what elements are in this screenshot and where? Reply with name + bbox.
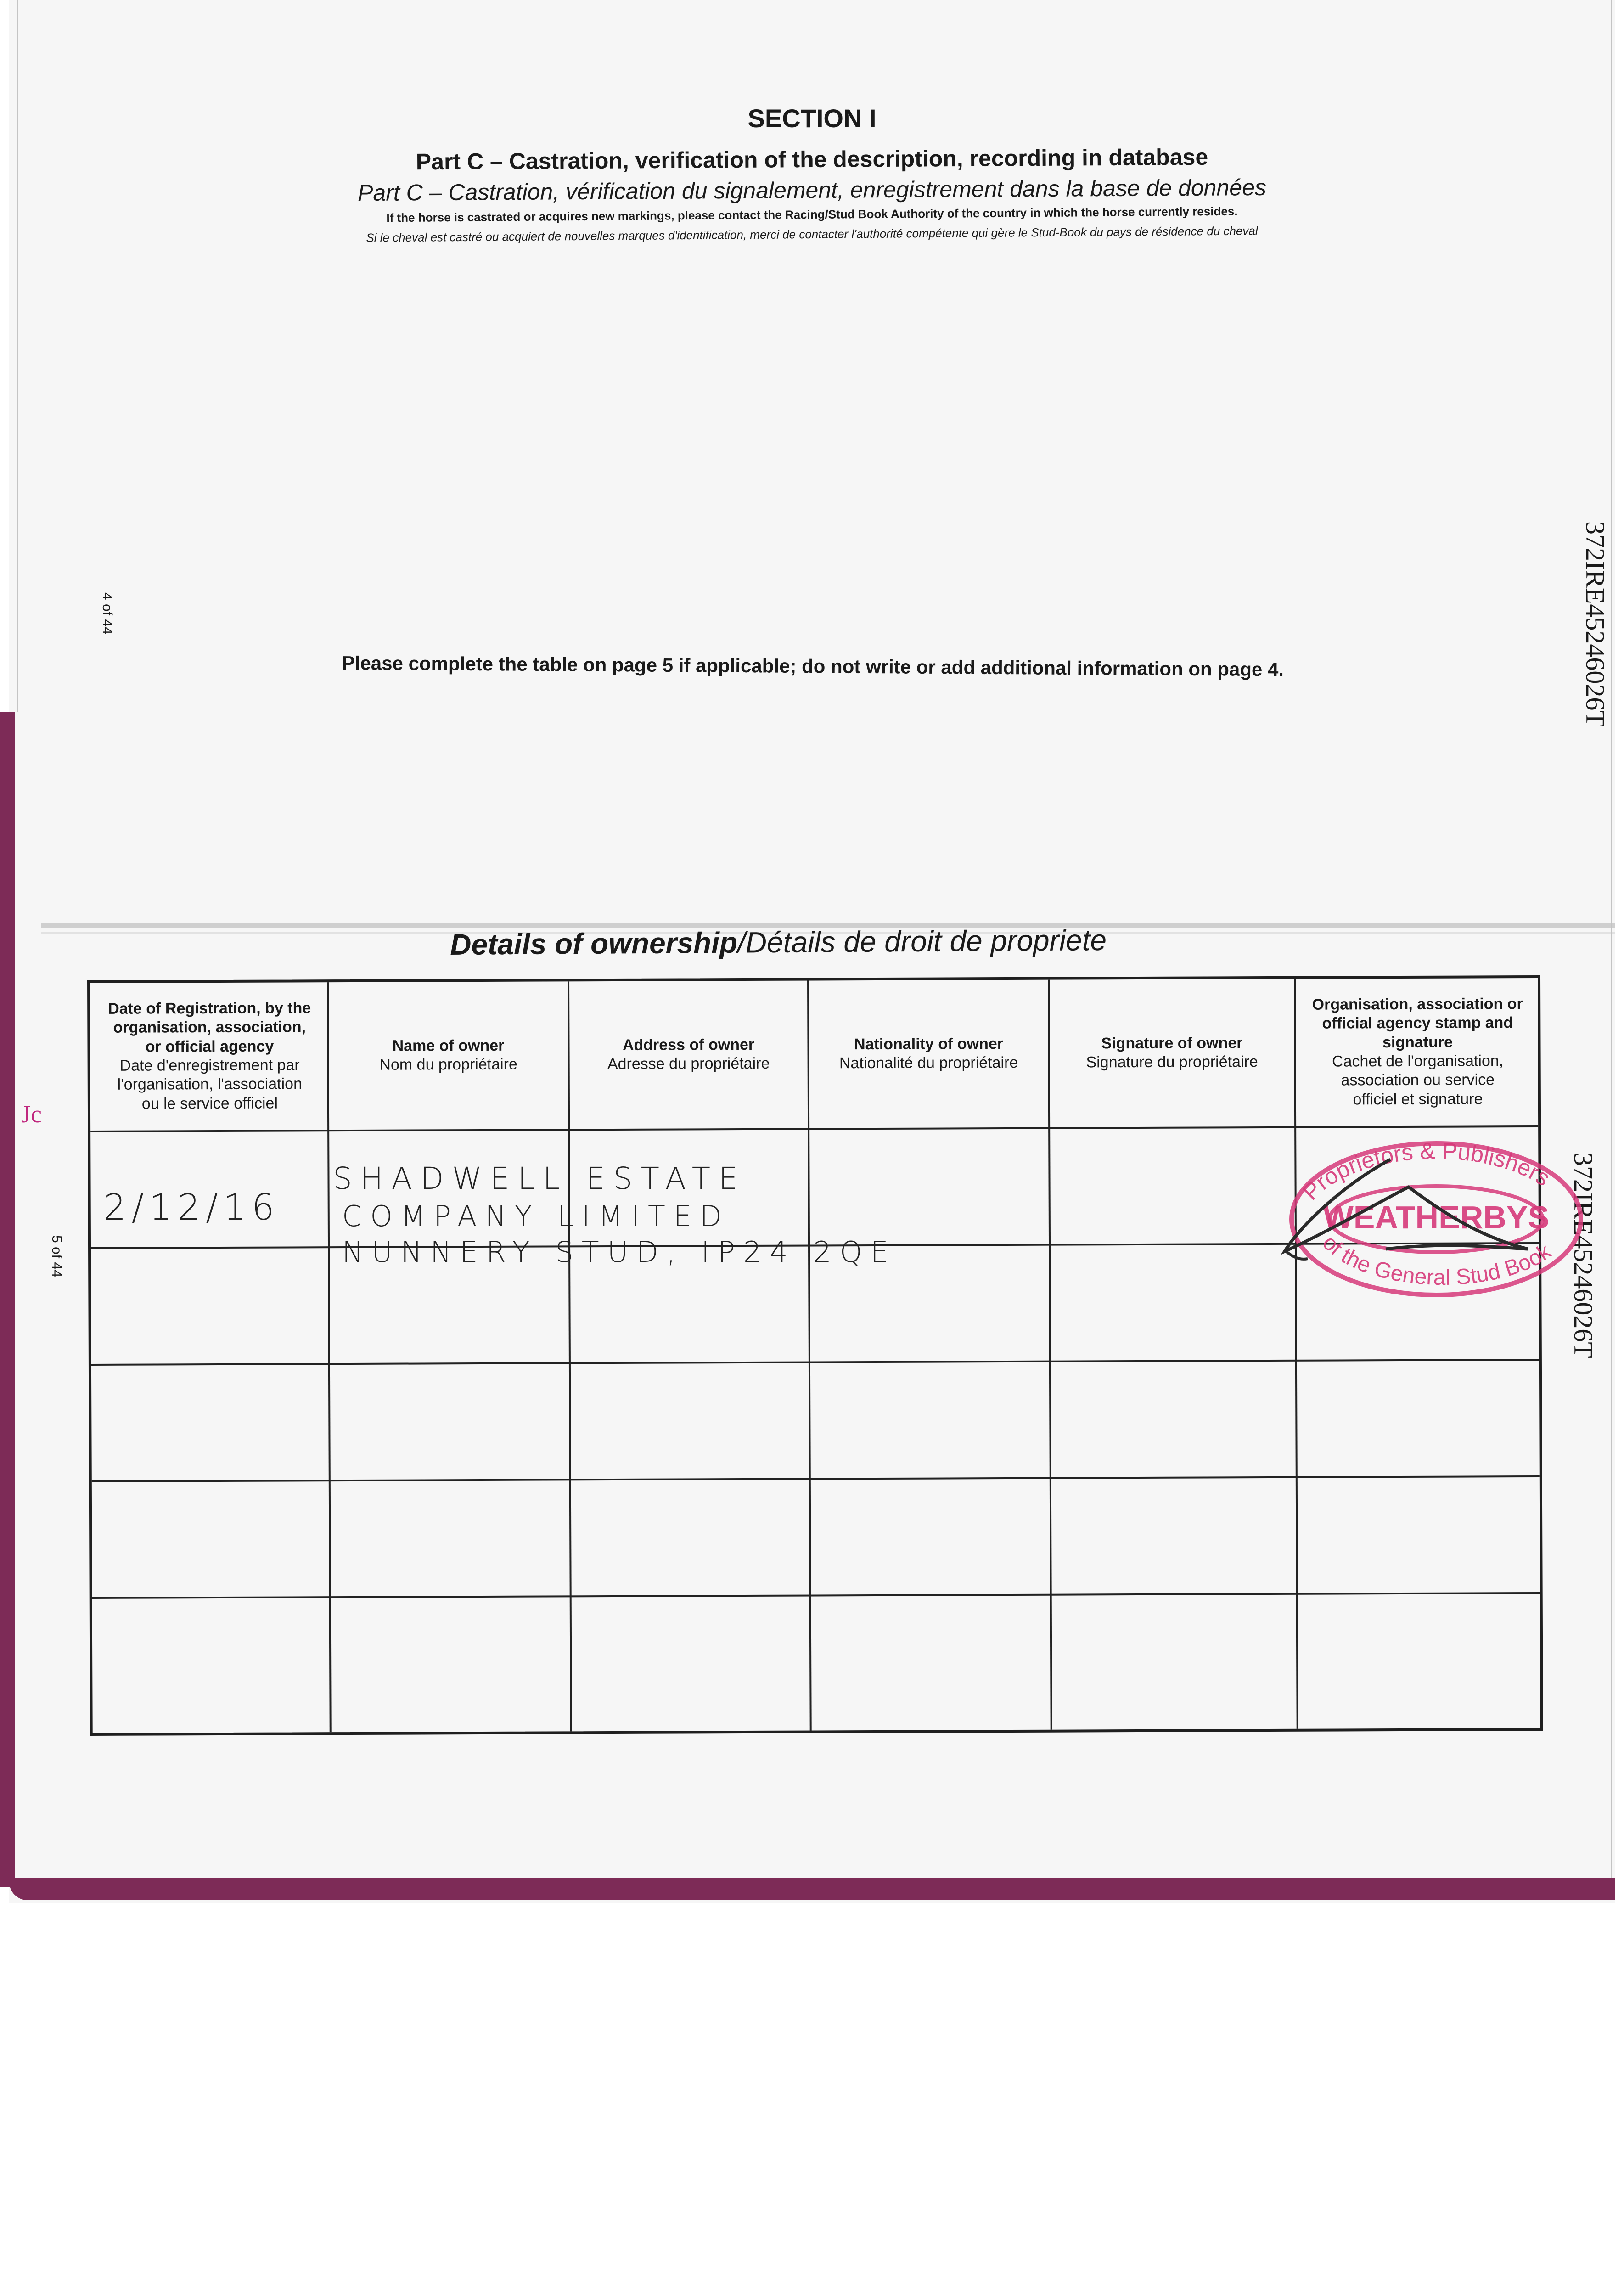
weatherbys-stamp (1271, 1132, 1592, 1302)
header-label-fr: Cachet de l'organisation, (1332, 1052, 1504, 1070)
header-label-fr: Date d'enregistrement par (119, 1056, 300, 1075)
castration-note-fr: Si le cheval est castré ou acquiert de nouvelles marques d'identification, merci de contacter l'authorité compétente qui gère le Stud-Book du pays de résidence du cheval (366, 224, 1258, 245)
header-agency-stamp (1296, 983, 1540, 1121)
header-label-fr: Nom du propriétaire (379, 1055, 517, 1074)
part-title-en: Part C – Castration, verification of the description, recording in database (416, 144, 1208, 175)
part-title-fr: Part C – Castration, vérification du signalement, enregistrement dans la base de données (357, 174, 1267, 206)
header-signature-owner (1050, 984, 1294, 1122)
header-label-fr: association ou service (1341, 1071, 1495, 1089)
complete-table-note: Please complete the table on page 5 if applicable; do not write or add additional information on page 4. (342, 652, 1284, 681)
page-number: 5 of 44 (49, 1235, 64, 1277)
ownership-title-fr: Détails de droit de propriete (745, 923, 1107, 959)
header-label-fr: l'organisation, l'association (117, 1075, 303, 1094)
row-divider (92, 1475, 1540, 1482)
header-label-fr: Signature du propriétaire (1086, 1053, 1258, 1071)
handwritten-owner-line: COMPANY LIMITED (342, 1199, 730, 1233)
header-label-en: Name of owner (392, 1036, 505, 1055)
page-number: 4 of 44 (100, 592, 115, 635)
handwritten-address-line: NUNNERY STUD, IP24 2QE (342, 1235, 897, 1269)
header-label-fr: Adresse du propriétaire (607, 1054, 770, 1073)
header-name-owner (329, 986, 568, 1125)
header-nationality-owner (809, 985, 1048, 1123)
cover-edge-left (0, 712, 15, 1887)
section-title: SECTION I (747, 104, 877, 133)
header-label-en: Date of Registration, by the (108, 999, 311, 1018)
stamp-middle-text: WEATHERBYS (1323, 1199, 1550, 1235)
header-label-en: Address of owner (622, 1035, 755, 1054)
header-label-en: Nationality of owner (854, 1035, 1004, 1053)
row-divider (92, 1592, 1540, 1599)
ownership-title (450, 923, 1107, 962)
handwritten-date: 2/12/16 (103, 1187, 280, 1228)
header-label-en: Organisation, association or (1312, 995, 1523, 1013)
header-address-owner (569, 985, 808, 1124)
header-date-registration (92, 987, 327, 1125)
ownership-table (87, 975, 1543, 1736)
stamp-top-text: Proprietors & Publishers (1297, 1137, 1555, 1205)
edge-mark: Jc (21, 1100, 42, 1128)
header-label-fr: Nationalité du propriétaire (839, 1053, 1018, 1072)
ownership-title-en: Details of ownership (450, 926, 738, 961)
row-divider (91, 1359, 1539, 1366)
passport-serial: 372IRE45246026T (1568, 1153, 1598, 1358)
handwritten-owner-line: SHADWELL ESTATE (333, 1161, 746, 1196)
ownership-title-separator: / (737, 926, 746, 959)
row-divider (90, 1125, 1538, 1132)
passport-serial: 372IRE45246026T (1580, 521, 1610, 727)
header-label-fr: ou le service officiel (141, 1094, 278, 1113)
header-label-en: Signature of owner (1101, 1034, 1243, 1052)
header-label-en: or official agency (145, 1037, 274, 1056)
page-edge-line (1611, 0, 1612, 1878)
header-label-fr: officiel et signature (1353, 1090, 1483, 1109)
header-label-en: organisation, association, (113, 1018, 306, 1036)
header-label-en: signature (1382, 1033, 1453, 1051)
cover-edge-bottom (9, 1878, 1615, 1900)
stamp-bottom-text: of the General Stud Book (1317, 1231, 1556, 1290)
header-label-en: official agency stamp and (1322, 1014, 1513, 1032)
castration-note-en: If the horse is castrated or acquires new markings, please contact the Racing/Stud Book Authority of the country in which the horse currently resides. (386, 204, 1238, 225)
